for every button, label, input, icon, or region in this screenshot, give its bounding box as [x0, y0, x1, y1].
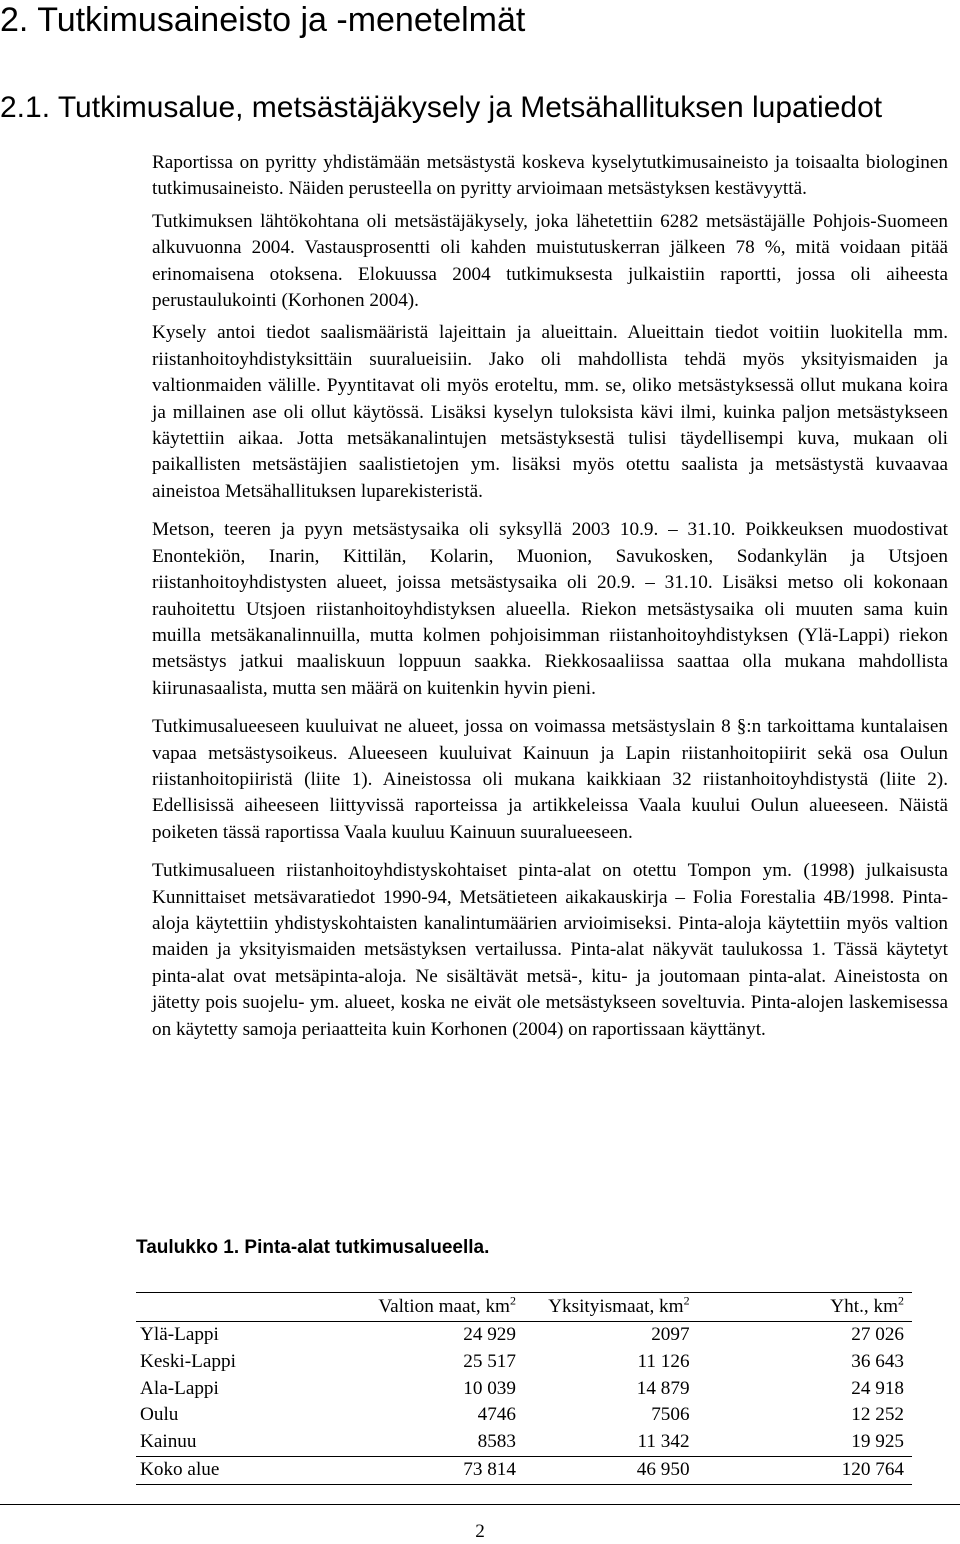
chapter-heading: 2. Tutkimusaineisto ja -menetelmät: [0, 1, 526, 39]
state-land-cell: 25 517: [463, 1350, 516, 1372]
state-land-cell: 73 814: [463, 1458, 516, 1480]
table-row: [136, 1322, 912, 1349]
header-private-land: Yksityismaat, $km^2$: [548, 1293, 690, 1317]
section-heading: 2.1. Tutkimusalue, metsästäjäkysely ja Metsähallituksen lupatiedot: [0, 91, 883, 124]
region-cell: Koko alue: [140, 1458, 220, 1480]
region-cell: Kainuu: [140, 1431, 197, 1453]
region-cell: Ala-Lappi: [140, 1377, 219, 1399]
table-row: [136, 1349, 912, 1376]
state-land-cell: 4746: [477, 1404, 516, 1426]
region-cell: Ylä-Lappi: [140, 1324, 219, 1345]
private-land-cell: 11 126: [637, 1350, 690, 1372]
private-land-cell: 46 950: [636, 1458, 690, 1480]
paragraph-areas: Tutkimusalueen riistanhoitoyhdistyskohtaiset pinta-alat on otettu Tompon ym. (1998) julkaisusta Kunnittaiset metsävaratiedot 1990-94, Metsätieteen aikakauskirja – Folia Forestalia 4B/1998. Pinta-aloja käytettiin yhdistyskohtaisten kanalintumäärien arvioimiseksi. Pinta-aloja käytettiin myös valtion maiden ja yksityismaiden metsästyksen vertailussa. Pinta-alat näkyvät taulukossa 1. Tässä käytetyt pinta-alat ovat metsäpinta-aloja. Ne sisältävät metsä-, kitu- ja joutomaan pinta-alat. Aineistosta on jätetty pois suojelu- ym. alueet, koska ne eivät ole metsästykseen soveltuvia. Pinta-alojen laskemisessa on käytetty samoja periaatteita kuin Korhonen (2004) on raportissaan käyttänyt.: [152, 860, 948, 1040]
header-total: Yht., $km^2$: [830, 1293, 904, 1317]
page-number: 2: [475, 1521, 485, 1542]
table-caption: Taulukko 1. Pinta-alat tutkimusalueella.: [136, 1237, 490, 1258]
table-total-row: [136, 1456, 912, 1484]
state-land-cell: 24 929: [463, 1324, 516, 1345]
header-state-land: Valtion maat, $km^2$: [378, 1293, 516, 1317]
state-land-cell: 8583: [477, 1431, 516, 1453]
total-cell: 120 764: [841, 1458, 904, 1480]
state-land-cell: 10 039: [463, 1377, 516, 1399]
body-text: [152, 150, 948, 1055]
private-land-cell: 7506: [651, 1404, 690, 1426]
paragraph-hunting-season: Metson, teeren ja pyyn metsästysaika oli syksyllä 2003 10.9. – 31.10. Poikkeuksen muodostivat Enontekiön, Inarin, Kittilän, Kolarin, Muonion, Savukosken, Sodankylän ja Utsjoen riistanhoitoyhdistysten alueet, joissa metsästysaika oli 20.9. – 31.10. Lisäksi metso oli kokonaan rauhoitettu Utsjoen riistanhoitoyhdistyksen alueella. Riekon metsästysaika oli muuten sama kuin muilla metsäkanalinnuilla, mutta kolmen pohjoisimman riistanhoitoyhdistyksen (Ylä-Lappi) riekon metsästys jatkui maaliskuun loppuun saakka. Riekkosaaliissa saattaa olla mukana mahdollista kiirunasaalista, mutta sen määrä on kuitenkin hyvin pieni.: [152, 519, 948, 699]
private-land-cell: 2097: [651, 1324, 690, 1345]
total-cell: 19 925: [851, 1431, 904, 1453]
table-row: [136, 1429, 912, 1456]
table-row: [136, 1376, 912, 1403]
paragraph-survey-data: Kysely antoi tiedot saalismääristä lajeittain ja alueittain. Alueittain tiedot voitiin luokitella mm. riistanhoitoyhdistyksittäin suuralueisiin. Jako oli mahdollista tehdä myös yksityismaiden ja valtionmaiden välille. Pyyntitavat oli myös eroteltu, mm. se, oliko metsästyksessä ollut mukana koira ja millainen ase oli ollut käytössä. Lisäksi kyselyn tuloksista kävi ilmi, kuinka paljon metsästykseen käytettiin aikaa. Jotta metsäkanalintujen metsästyksestä tulisi täydellisempi kuva, mukaan oli paikallisten metsästäjien saalistietojen ym. lisäksi myös otettu saalista ja metsästystä kuvaavaa aineistoa Metsähallituksen luparekisteristä.: [152, 322, 948, 502]
total-cell: 27 026: [851, 1324, 904, 1345]
header-region: [136, 1293, 310, 1322]
table-header-row: [136, 1293, 912, 1322]
total-cell: 24 918: [851, 1377, 904, 1399]
region-cell: Keski-Lappi: [140, 1350, 236, 1372]
footer-divider: [0, 1504, 960, 1505]
region-cell: Oulu: [140, 1404, 179, 1426]
table-row: [136, 1402, 912, 1429]
private-land-cell: 14 879: [636, 1377, 690, 1399]
paragraph-survey: Tutkimuksen lähtökohtana oli metsästäjäkysely, joka lähetettiin 6282 metsästäjälle Pohjois-Suomeen alkuvuonna 2004. Vastausprosentti oli kahden muistutuskerran jälkeen 78 %, mitä voidaan pitää erinomaisena otoksena. Elokuussa 2004 tutkimuksesta julkaistiin raportti, jossa oli aiheesta perustaulukointi (Korhonen 2004).: [152, 210, 948, 312]
total-cell: 36 643: [851, 1350, 904, 1372]
paragraph-study-area: Tutkimusalueeseen kuuluivat ne alueet, jossa on voimassa metsästyslain 8 §:n tarkoittama kuntalaisen vapaa metsästysoikeus. Alueeseen kuuluivat Kainuun ja Lapin riistanhoitopiirit sekä osa Oulun riistanhoitopiiristä (liite 1). Aineistossa oli mukana kaikkiaan 32 riistanhoitoyhdistystä (liite 2). Edellisissä aiheeseen liittyvissä raporteissa ja artikkeleissa Vaala kuului Oulun alueeseen. Näistä poiketen tässä raportissa Vaala kuuluu Kainuun suuralueeseen.: [152, 716, 948, 843]
private-land-cell: 11 342: [637, 1431, 690, 1453]
area-table: [136, 1292, 912, 1485]
total-cell: 12 252: [851, 1404, 904, 1426]
paragraph-intro: Raportissa on pyritty yhdistämään metsästystä koskeva kyselytutkimusaineisto ja toisaalta biologinen tutkimusaineisto. Näiden perusteella on pyritty arvioimaan metsästyksen kestävyyttä.: [152, 152, 948, 200]
